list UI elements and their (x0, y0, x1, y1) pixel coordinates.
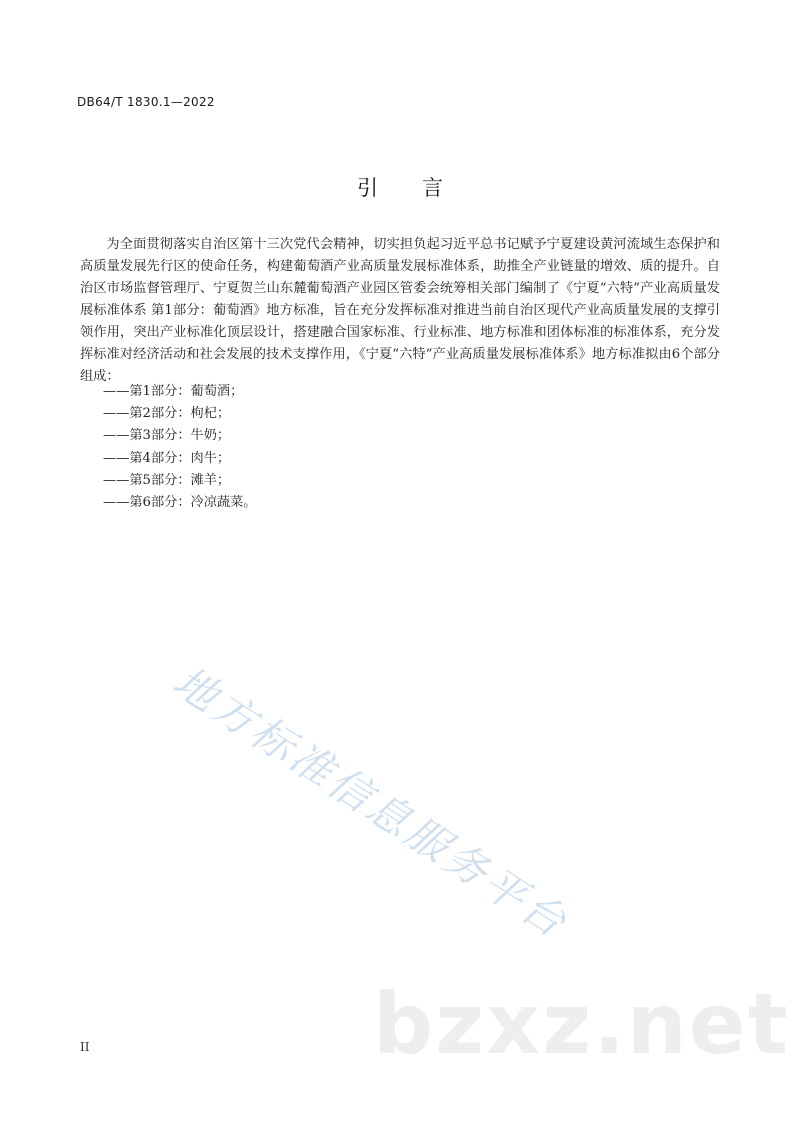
list-item: ——第2部分：枸杞； (103, 406, 231, 422)
section-title: 引言 (357, 176, 487, 200)
site-watermark: bzxz.net (373, 975, 790, 1073)
page-number: II (80, 1040, 90, 1054)
list-item: ——第3部分：牛奶； (103, 428, 231, 444)
watermark-text: 地方标准信息服务平台 (164, 656, 578, 949)
standard-code: DB64/T 1830.1—2022 (77, 95, 215, 109)
list-item: ——第6部分：冷凉蔬菜。 (103, 495, 257, 511)
list-item: ——第5部分：滩羊； (103, 472, 231, 488)
list-item: ——第4部分：肉牛； (103, 450, 231, 466)
parts-list (103, 381, 256, 514)
introduction-paragraph: 为全面贯彻落实自治区第十三次党代会精神，切实担负起习近平总书记赋予宁夏建设黄河流域生态保护和高质量发展先行区的使命任务，构建葡萄酒产业高质量发展标准体系，助推全产业链量的增效、质的提升。自治区市场监督管理厅、宁夏贺兰山东麓葡萄酒产业园区管委会统筹相关部门编制了《宁夏“六特”产业高质量发展标准体系 第1部分：葡萄酒》地方标准，旨在充分发挥标准对推进当前自治区现代产业高质量发展的支撑引领作用，突出产业标准化顶层设计，搭建融合国家标准、行业标准、地方标准和团体标准的标准体系，充分发挥标准对经济活动和社会发展的技术支撑作用，《宁夏“六特”产业高质量发展标准体系》地方标准拟由6个部分组成： (80, 237, 720, 384)
list-item: ——第1部分：葡萄酒； (103, 384, 244, 399)
